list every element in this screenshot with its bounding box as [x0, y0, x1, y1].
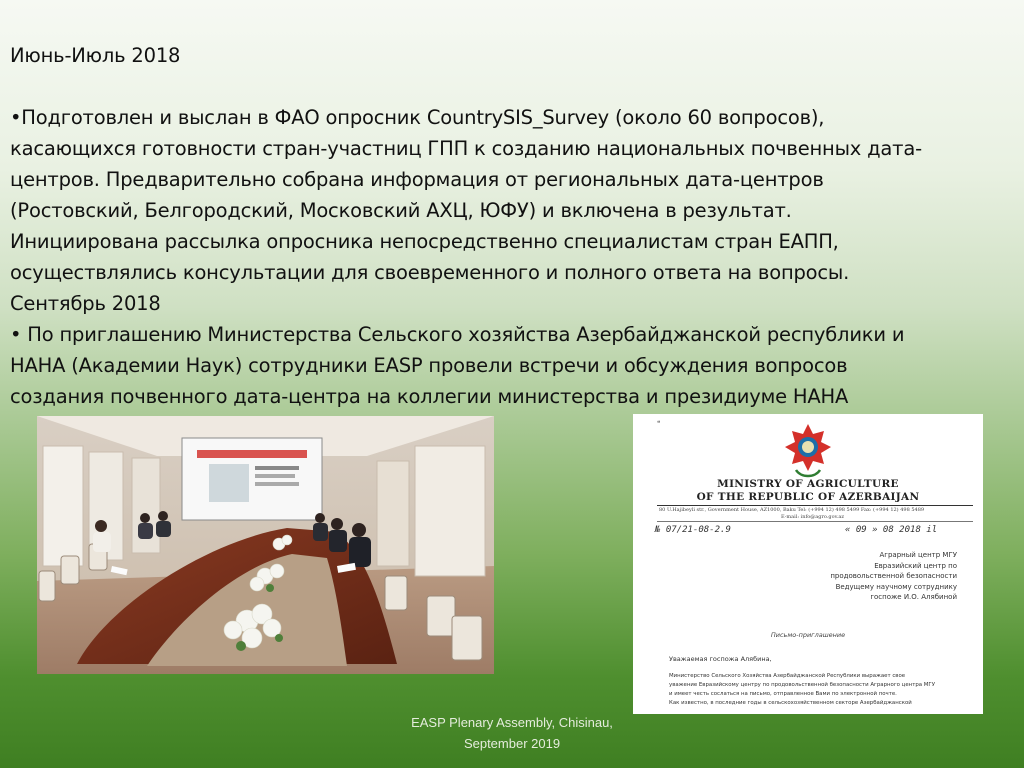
- corner-mark: ❝: [657, 420, 661, 427]
- heading-september: Сентябрь 2018: [10, 292, 161, 315]
- recipient-line: Ведущему научному сотруднику: [835, 582, 957, 591]
- letter-email: E-mail: info@agro.gov.az: [781, 514, 845, 520]
- slide-footer: [384, 712, 640, 754]
- recipient-line: Аграрный центр МГУ: [879, 551, 957, 559]
- bullet-2-line-2: НАНА (Академии Наук) сотрудники EASP провели встречи и обсуждения вопросов: [10, 354, 848, 377]
- meeting-room-illustration: [37, 416, 494, 674]
- recipient-line: Евразийский центр по: [874, 561, 957, 570]
- footer-line-2: September 2019: [463, 736, 561, 751]
- bullet-1-line-1: •Подготовлен и выслан в ФАО опросник CountrySIS_Survey (около 60 вопросов),: [10, 106, 825, 129]
- bullet-1-line-4: (Ростовский, Белгородский, Московский АХЦ, ЮФУ) и включена в результат.: [10, 199, 792, 222]
- footer-line-1: EASP Plenary Assembly, Chisinau,: [411, 715, 613, 730]
- bullet-2-line-1: • По приглашению Министерства Сельского хозяйства Азербайджанской республики и: [10, 323, 905, 346]
- letter-address: 80 U.Hajibeyli str., Government House, AZ1000, Baku Tel: (+994 12) 498 5499 Fax: (+994 12) 498 5489: [659, 507, 925, 513]
- letter-subject: Письмо-приглашение: [770, 631, 846, 639]
- letter-greeting: Уважаемая госпожа Алябина,: [669, 655, 772, 663]
- letter-recipient: [787, 550, 957, 603]
- letterhead-rule: [657, 505, 973, 506]
- spacer: [10, 71, 1000, 102]
- bullet-1-line-3: центров. Предварительно собрана информация от региональных дата-центров: [10, 168, 824, 191]
- letter-body-line: уважение Евразийскому центру по продовольственной безопасности Аграрного центра МГУ: [669, 682, 935, 688]
- azerbaijan-emblem-icon: [783, 422, 833, 482]
- letter-body-line: и имеет честь сослаться на письмо, отправленное Вами по электронной почте.: [669, 691, 897, 697]
- letter-body-line: Как известно, в последние годы в сельскохозяйственном секторе Азербайджанской: [669, 700, 912, 706]
- recipient-line: продовольственной безопасности: [830, 572, 957, 580]
- letter-ministry-title: MINISTRY OF AGRICULTURE: [717, 478, 899, 490]
- letter-date: « 09 » 08 2018 il: [845, 525, 938, 535]
- bullet-1-line-5: Инициирована рассылка опросника непосредственно специалистам стран ЕАПП,: [10, 230, 839, 253]
- letter-republic-title: OF THE REPUBLIC OF AZERBAIJAN: [696, 491, 920, 503]
- meeting-photo: [37, 416, 494, 674]
- letterhead-rule-thin: [657, 521, 973, 522]
- bullet-1-line-2: касающихся готовности стран-участниц ГПП к созданию национальных почвенных дата-: [10, 137, 922, 160]
- recipient-line: госпоже И.О. Алябиной: [870, 593, 957, 601]
- letter-number: № 07/21-08-2.9: [655, 525, 731, 535]
- bullet-1-line-6: осуществлялись консультации для своевременного и полного ответа на вопросы.: [10, 261, 850, 284]
- letter-body-line: Министерство Сельского Хозяйства Азербайджанской Республики выражает свое: [669, 673, 906, 679]
- invitation-letter: [633, 414, 983, 714]
- bullet-2-line-3: создания почвенного дата-центра на коллегии министерства и президиуме НАНА: [10, 385, 849, 408]
- slide-text: [10, 40, 1000, 412]
- letter-body: [669, 672, 971, 708]
- heading-june-july: Июнь-Июль 2018: [10, 44, 181, 67]
